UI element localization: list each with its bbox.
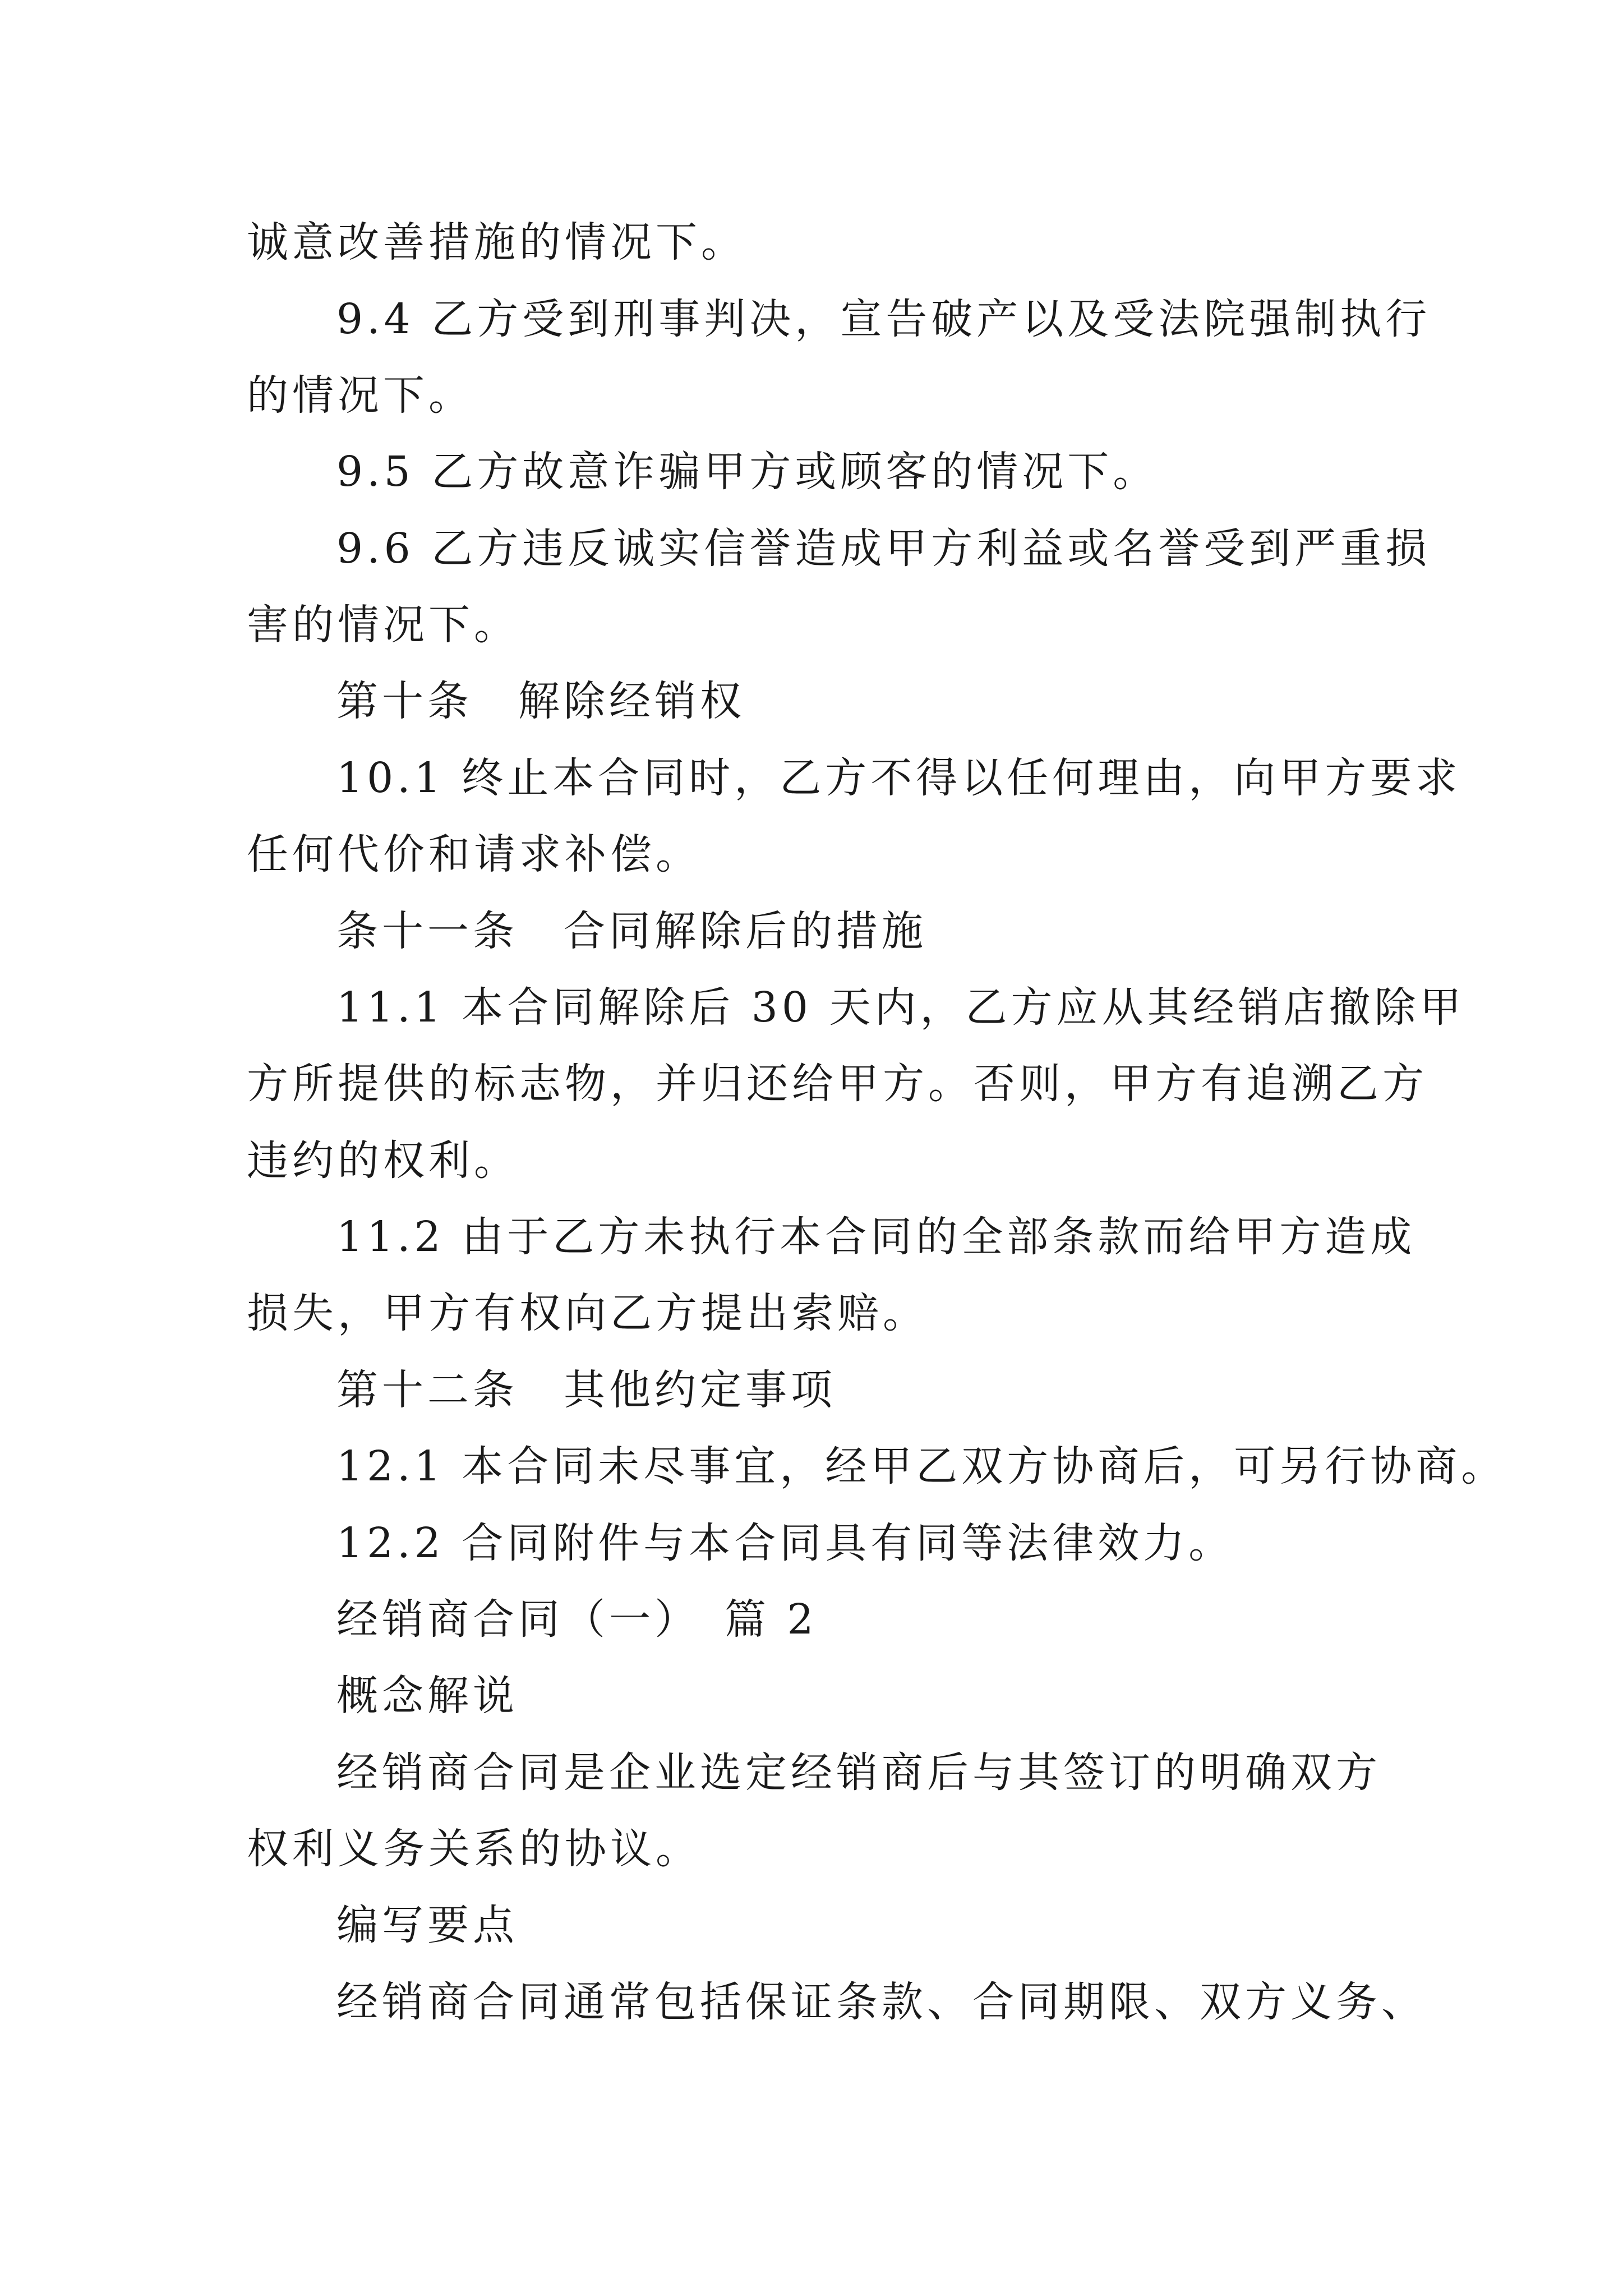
clause-11-1: 11.1 本合同解除后 30 天内，乙方应从其经销店撤除甲 [336, 983, 1465, 1032]
clause-9-4: 9.4 乙方受到刑事判决，宣告破产以及受法院强制执行 [336, 295, 1431, 343]
text-line: 权利义务关系的协议。 [247, 1825, 701, 1873]
text-line: 方所提供的标志物，并归还给甲方。否则，甲方有追溯乙方 [247, 1060, 1428, 1108]
clause-12-1: 12.1 本合同未尽事宜，经甲乙双方协商后，可另行协商。 [336, 1442, 1507, 1490]
article-10-heading: 第十条 解除经销权 [336, 677, 745, 725]
clause-9-6: 9.6 乙方违反诚实信誉造成甲方利益或名誉受到严重损 [336, 524, 1431, 573]
concept-paragraph: 经销商合同是企业选定经销商后与其签订的明确双方 [336, 1749, 1381, 1797]
clause-10-1: 10.1 终止本合同时，乙方不得以任何理由，向甲方要求 [336, 754, 1461, 802]
text-line: 任何代价和请求补偿。 [247, 830, 701, 878]
article-11-heading: 条十一条 合同解除后的措施 [336, 907, 927, 955]
clause-9-5: 9.5 乙方故意诈骗甲方或顾客的情况下。 [336, 448, 1159, 496]
section-title: 经销商合同（一） 篇 2 [336, 1595, 818, 1644]
text-line: 害的情况下。 [247, 601, 519, 649]
text-line: 诚意改善措施的情况下。 [247, 218, 746, 266]
subheading-concept: 概念解说 [336, 1672, 518, 1720]
text-line: 的情况下。 [247, 371, 474, 420]
text-line: 损失，甲方有权向乙方提出索赔。 [247, 1289, 928, 1337]
text-line: 违约的权利。 [247, 1137, 519, 1185]
clause-12-2: 12.2 合同附件与本合同具有同等法律效力。 [336, 1519, 1234, 1567]
clause-11-2: 11.2 由于乙方未执行本合同的全部条款而给甲方造成 [336, 1213, 1416, 1261]
writing-points-paragraph: 经销商合同通常包括保证条款、合同期限、双方义务、 [336, 1978, 1427, 2026]
subheading-writing-points: 编写要点 [336, 1901, 518, 1949]
article-12-heading: 第十二条 其他约定事项 [336, 1366, 836, 1414]
